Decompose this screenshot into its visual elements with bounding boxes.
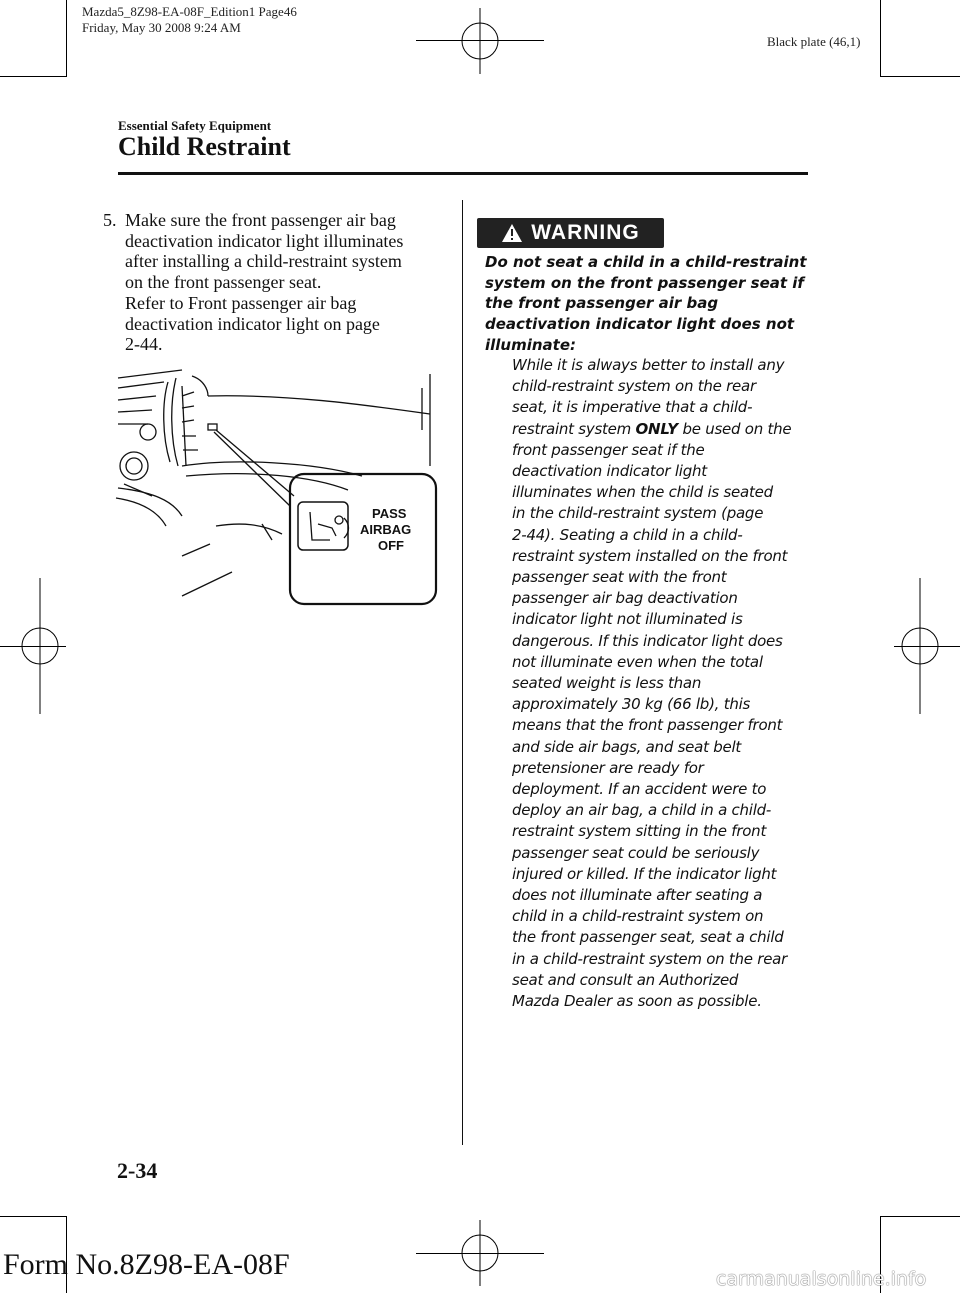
warning-body-line: While it is always better to install any [512, 356, 785, 374]
column-divider [462, 200, 463, 1145]
registration-mark-bottom [446, 1220, 514, 1286]
print-plate-label: Black plate (46,1) [767, 34, 861, 49]
warning-body-line: dangerous. If this indicator light does [512, 631, 783, 650]
warning-body-line: seat and consult an Authorized [512, 970, 739, 989]
form-number: Form No.8Z98-EA-08F [3, 1248, 290, 1281]
print-date-line: Friday, May 30 2008 9:24 AM [82, 20, 241, 35]
warning-body-line: passenger seat could be seriously [512, 843, 760, 862]
indicator-line: AIRBAG [360, 522, 412, 537]
warning-body-line: not illuminate even when the total [512, 652, 763, 671]
page-number: 2-34 [117, 1158, 158, 1183]
crop-mark [880, 1216, 960, 1217]
warning-lead-line: system on the front passenger seat if [485, 273, 804, 292]
warning-body-line: does not illuminate after seating a [512, 886, 763, 905]
title-rule [118, 172, 808, 175]
warning-body-text: restraint system [512, 419, 636, 438]
registration-mark-top [446, 8, 514, 74]
warning-body-line: passenger seat with the front [512, 568, 727, 587]
warning-body-line: front passenger seat if the [512, 440, 705, 459]
warning-body-line: approximately 30 kg (66 lb), this [512, 695, 751, 714]
step-line: on the front passenger seat. [125, 272, 322, 293]
warning-body-line: in a child-restraint system on the rear [512, 949, 788, 968]
step-line: after installing a child-restraint system [125, 251, 402, 272]
crop-mark [880, 76, 960, 77]
warning-body-line: restraint system installed on the front [512, 546, 788, 565]
warning-body-line: child in a child-restraint system on [512, 907, 764, 926]
warning-body-line: and side air bags, and seat belt [512, 737, 742, 756]
warning-lead-line: Do not seat a child in a child-restraint [485, 253, 807, 271]
step-line: deactivation indicator light on page [125, 313, 380, 334]
indicator-line: OFF [378, 538, 404, 553]
warning-badge [477, 218, 664, 248]
print-job-info [82, 4, 297, 36]
warning-body-line: Mazda Dealer as soon as possible. [512, 992, 762, 1011]
warning-body-line: illuminates when the child is seated [512, 483, 773, 502]
step-5 [103, 210, 448, 355]
warning-body-line: deploy an air bag, a child in a child- [512, 801, 772, 820]
warning-lead-line: illuminate: [485, 335, 577, 354]
warning-body-line: child-restraint system on the rear [512, 377, 756, 396]
warning-body-line: seated weight is less than [512, 674, 702, 693]
warning-body-line: deactivation indicator light [512, 462, 707, 481]
warning-body [512, 355, 812, 1012]
step-line: deactivation indicator light illuminates [125, 230, 404, 251]
step-line: 2-44. [125, 334, 163, 355]
dashboard-illustration [112, 366, 442, 612]
watermark: carmanualsonline.info [716, 1268, 927, 1290]
warning-label: WARNING [531, 221, 640, 244]
section-label: Essential Safety Equipment [118, 118, 272, 133]
page-title: Child Restraint [118, 132, 291, 161]
registration-mark-right [894, 578, 960, 714]
step-number: 5. [103, 210, 117, 230]
warning-body-text: be used on the [677, 419, 792, 438]
crop-mark [0, 76, 66, 77]
indicator-line: PASS [372, 506, 407, 521]
warning-body-line: the front passenger seat, seat a child [512, 928, 784, 947]
warning-body-line: passenger air bag deactivation [512, 589, 738, 608]
print-file-line: Mazda5_8Z98-EA-08F_Edition1 Page46 [82, 4, 297, 19]
warning-body-line: 2-44). Seating a child in a child- [512, 525, 743, 544]
warning-body-line: in the child-restraint system (page [512, 504, 764, 523]
warning-lead-line: the front passenger air bag [485, 294, 719, 313]
warning-body-line: injured or killed. If the indicator light [512, 864, 777, 883]
warning-emphasis: ONLY [635, 419, 678, 438]
warning-lead [485, 252, 815, 356]
warning-body-line: restraint system sitting in the front [512, 822, 767, 841]
crop-mark [66, 0, 67, 77]
crop-mark [880, 0, 881, 77]
warning-body-line: seat, it is imperative that a child- [512, 398, 753, 417]
warning-body-line [512, 419, 812, 440]
warning-lead-line: deactivation indicator light does not [485, 315, 795, 334]
registration-mark-left [0, 578, 66, 714]
crop-mark [0, 1216, 66, 1217]
airbag-indicator-label [360, 506, 411, 553]
warning-body-line: deployment. If an accident were to [512, 780, 767, 799]
step-line: Make sure the front passenger air bag [125, 210, 396, 230]
warning-body-line: indicator light not illuminated is [512, 610, 743, 629]
warning-body-line: means that the front passenger front [512, 716, 783, 735]
step-line: Refer to Front passenger air bag [125, 292, 357, 313]
warning-body-line: pretensioner are ready for [512, 758, 704, 777]
warning-icon [501, 223, 523, 243]
